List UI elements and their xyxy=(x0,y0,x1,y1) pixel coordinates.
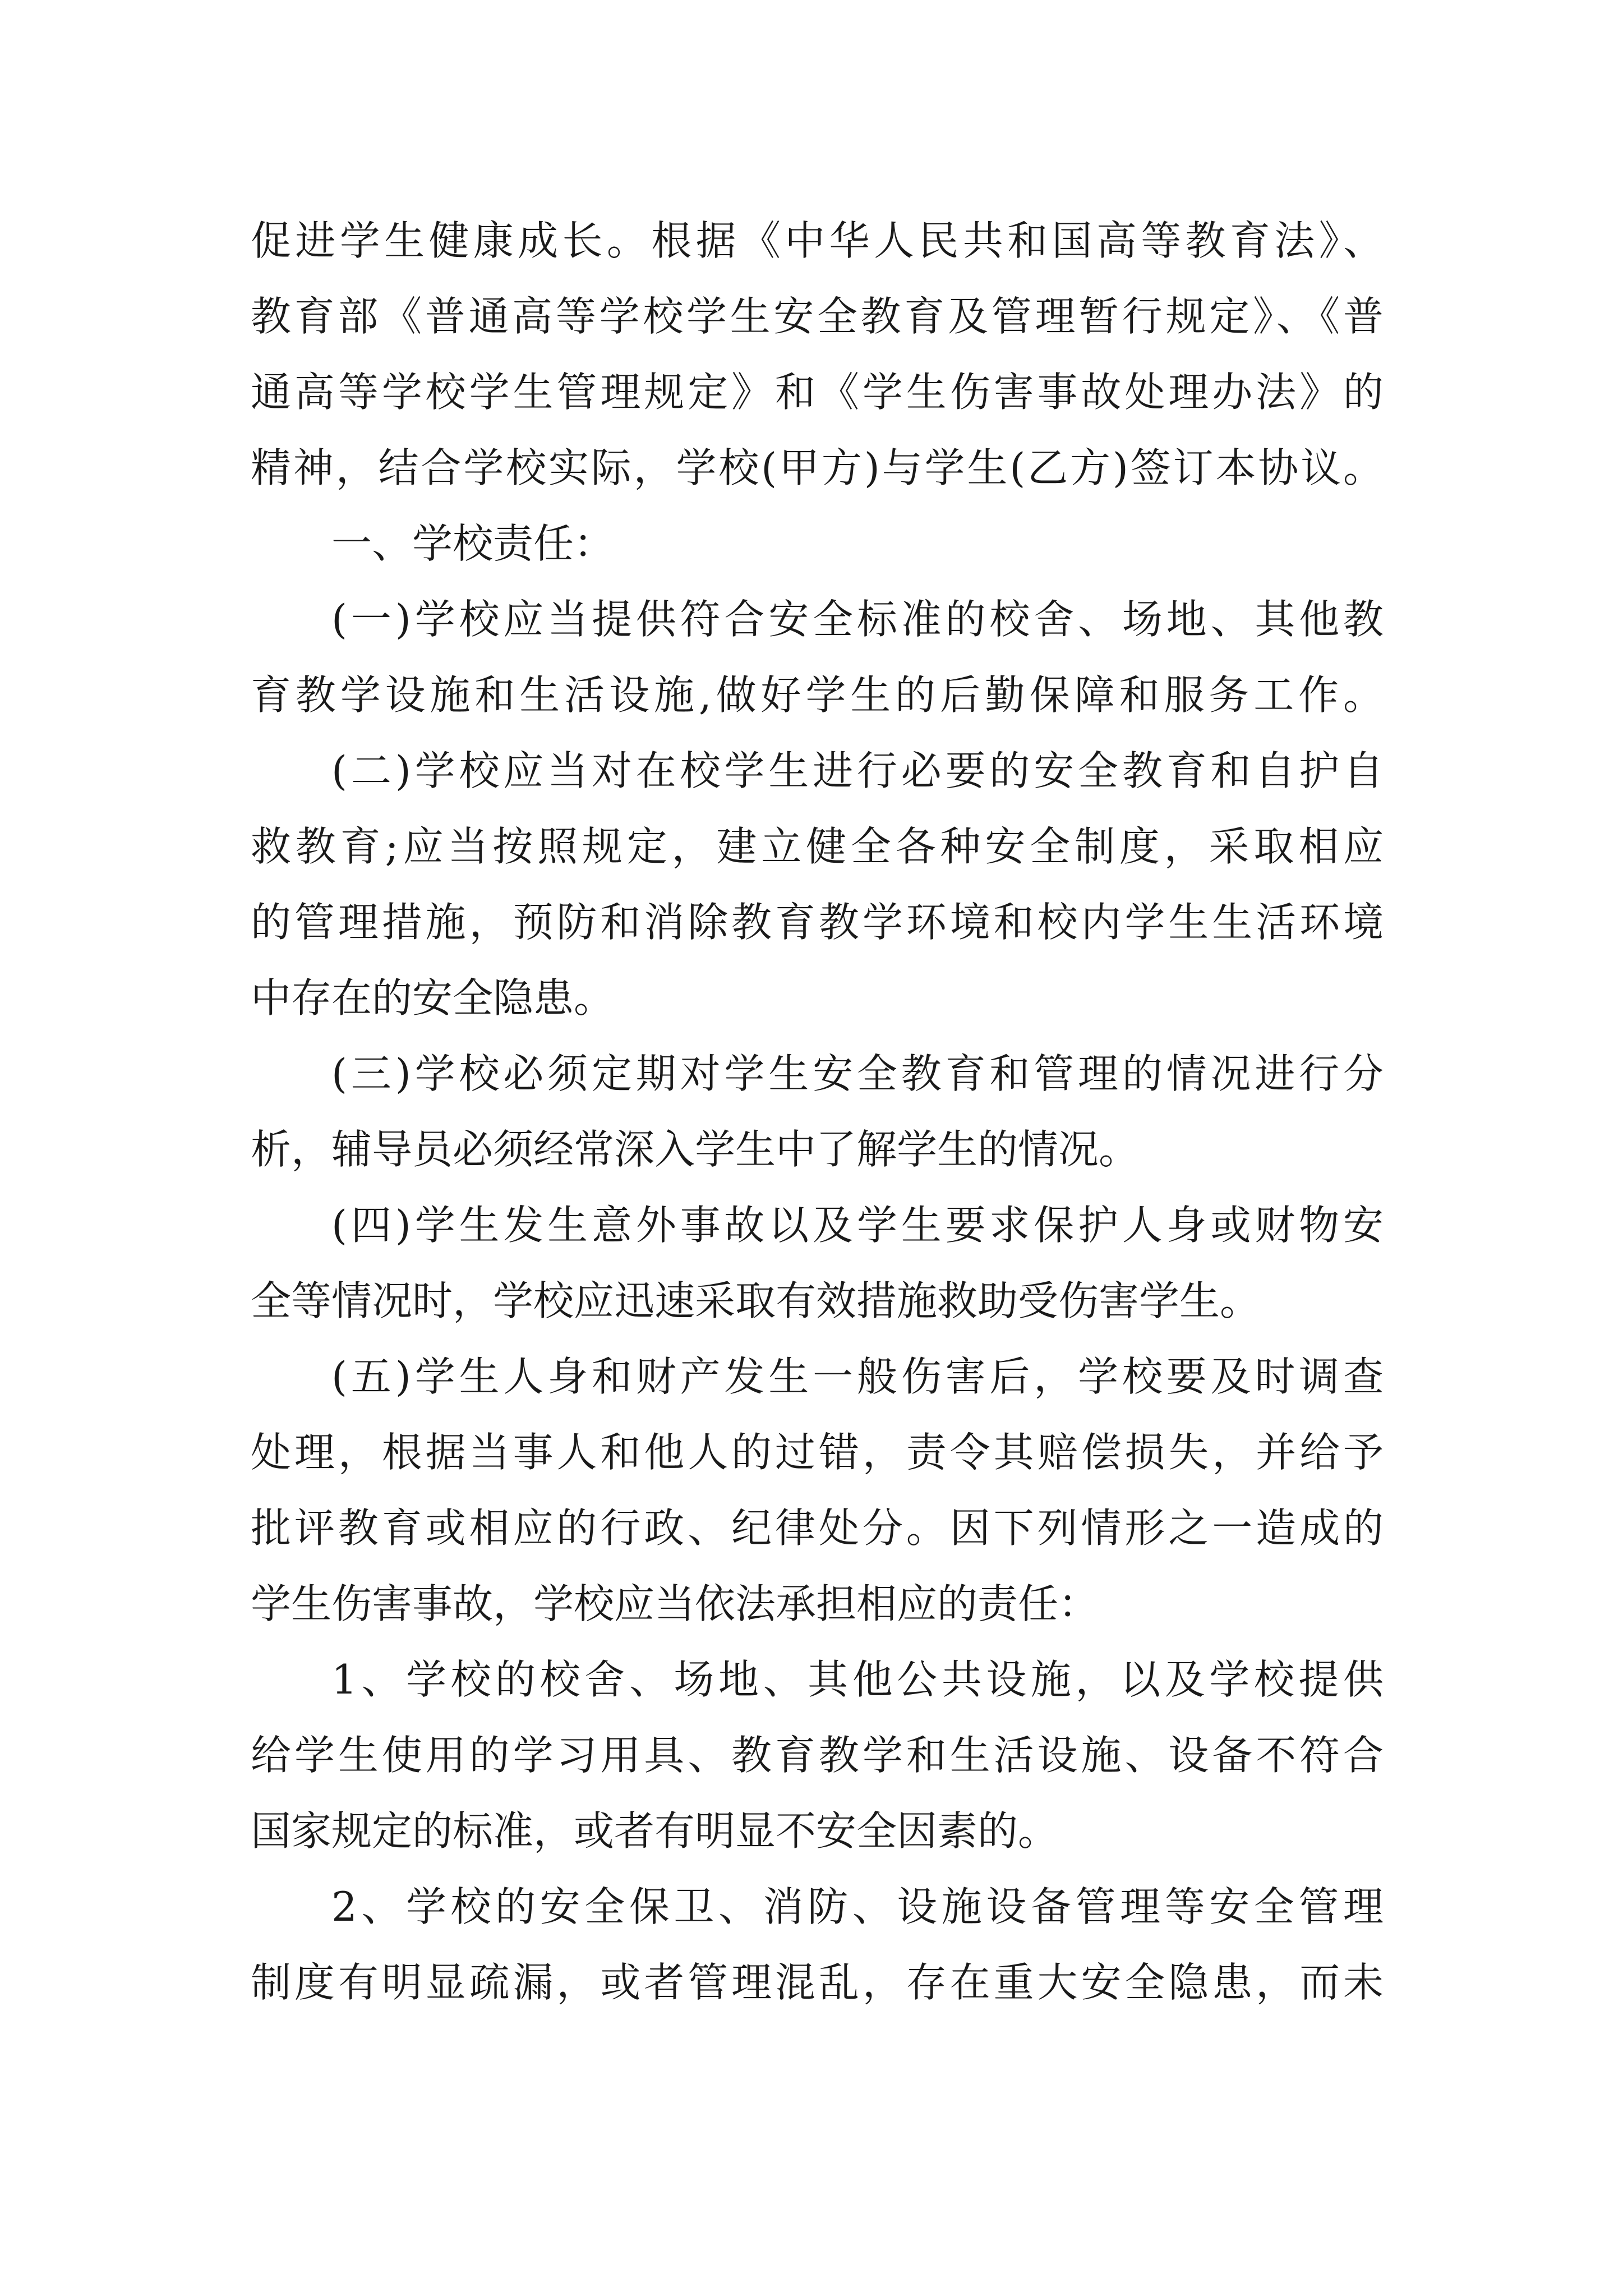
text-line: 通高等学校学生管理规定》和《学生伤害事故处理办法》的 xyxy=(251,369,1384,416)
text-line: 制度有明显疏漏，或者管理混乱，存在重大安全隐患，而未 xyxy=(251,1959,1384,2006)
text-line: 一、学校责任： xyxy=(331,520,615,567)
text-line: (一)学校应当提供符合安全标准的校舍、场地、其他教 xyxy=(331,596,1384,643)
text-line: 给学生使用的学习用具、教育教学和生活设施、设备不符合 xyxy=(251,1732,1384,1779)
text-line: 国家规定的标准，或者有明显不安全因素的。 xyxy=(251,1807,1059,1855)
text-line: 促进学生健康成长。根据《中华人民共和国高等教育法》、 xyxy=(251,217,1384,264)
text-line: 的管理措施，预防和消除教育教学环境和校内学生生活环境 xyxy=(251,899,1384,946)
text-line: 析，辅导员必须经常深入学生中了解学生的情况。 xyxy=(251,1126,1140,1173)
text-line: 处理，根据当事人和他人的过错，责令其赔偿损失，并给予 xyxy=(251,1429,1384,1476)
text-line: (二)学校应当对在校学生进行必要的安全教育和自护自 xyxy=(331,747,1384,794)
text-line: (五)学生人身和财产发生一般伤害后，学校要及时调查 xyxy=(331,1353,1384,1400)
text-line: 育教学设施和生活设施,做好学生的后勤保障和服务工作。 xyxy=(251,671,1384,719)
text-line: (三)学校必须定期对学生安全教育和管理的情况进行分 xyxy=(331,1050,1384,1097)
text-line: 学生伤害事故，学校应当依法承担相应的责任： xyxy=(251,1580,1099,1627)
text-line: 1、学校的校舍、场地、其他公共设施，以及学校提供 xyxy=(331,1656,1384,1703)
text-line: 教育部《普通高等学校学生安全教育及管理暂行规定》、《普 xyxy=(251,293,1384,340)
text-line: 2、学校的安全保卫、消防、设施设备管理等安全管理 xyxy=(331,1883,1384,1930)
text-line: 批评教育或相应的行政、纪律处分。因下列情形之一造成的 xyxy=(251,1504,1384,1552)
text-line: 全等情况时，学校应迅速采取有效措施救助受伤害学生。 xyxy=(251,1277,1261,1324)
document-body xyxy=(251,203,1384,2021)
text-line: (四)学生发生意外事故以及学生要求保护人身或财物安 xyxy=(331,1202,1384,1249)
text-line: 救教育;应当按照规定，建立健全各种安全制度，采取相应 xyxy=(251,823,1384,870)
text-line: 精神，结合学校实际，学校(甲方)与学生(乙方)签订本协议。 xyxy=(251,444,1384,491)
text-line: 中存在的安全隐患。 xyxy=(251,974,615,1022)
